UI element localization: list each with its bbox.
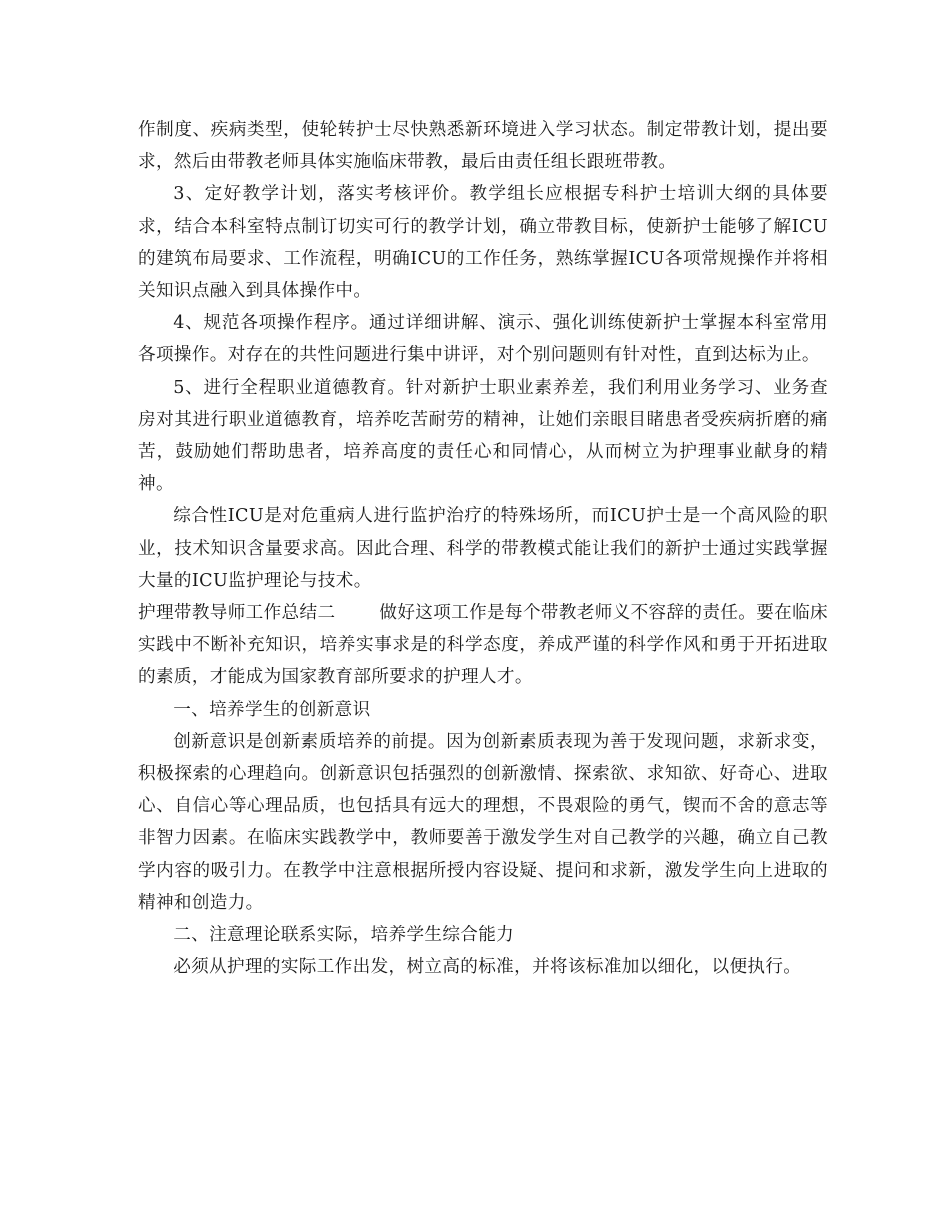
section-heading-theory-practice: 二、注意理论联系实际，培养学生综合能力 bbox=[173, 925, 515, 946]
paragraph-ethics-education: 5、进行全程职业道德教育。针对新护士职业素养差，我们利用业务学习、业务查房对其进行职业道德教育，培养吃苦耐劳的精神，让她们亲眼目睹患者受疾病折磨的痛苦，鼓励她们帮助患者，培养高度的责任心和同情心，从而树立为护理事业献身的精神。 bbox=[138, 377, 828, 495]
paragraph-innovation: 创新意识是创新素质培养的前提。因为创新素质表现为善于发现问题，求新求变，积极探索的心理趋向。创新意识包括强烈的创新激情、探索欲、求知欲、好奇心、进取心、自信心等心理品质，也包括具有远大的理想，不畏艰险的勇气，锲而不舍的意志等非智力因素。在临床实践教学中，教师要善于激发学生对自己教学的兴趣，确立自己教学内容的吸引力。在教学中注意根据所授内容设疑、提问和求新，激发学生向上进取的精神和创造力。 bbox=[138, 731, 828, 913]
summary-two-title: 护理带教导师工作总结二 bbox=[138, 603, 336, 624]
summary-two-body: 做好这项工作是每个带教老师义不容辞的责任。要在临床实践中不断补充知识，培养实事求是的科学态度，养成严谨的科学作风和勇于开拓进取的素质，才能成为国家教育部所要求的护理人才。 bbox=[138, 603, 828, 688]
paragraph-summary-two bbox=[138, 597, 828, 694]
paragraph-operation-procedures: 4、规范各项操作程序。通过详细讲解、演示、强化训练使新护士掌握本科室常用各项操作。对存在的共性问题进行集中讲评，对个别问题则有针对性，直到达标为止。 bbox=[138, 313, 828, 366]
section-heading-innovation: 一、培养学生的创新意识 bbox=[173, 699, 371, 720]
document-body bbox=[138, 114, 828, 983]
paragraph-icu-summary: 综合性ICU是对危重病人进行监护治疗的特殊场所，而ICU护士是一个高风险的职业，技术知识含量要求高。因此合理、科学的带教模式能让我们的新护士通过实践掌握大量的ICU监护理论与技术。 bbox=[138, 506, 828, 591]
paragraph-continuation: 作制度、疾病类型，使轮转护士尽快熟悉新环境进入学习状态。制定带教计划，提出要求，然后由带教老师具体实施临床带教，最后由责任组长跟班带教。 bbox=[138, 120, 828, 173]
paragraph-teaching-plan: 3、定好教学计划，落实考核评价。教学组长应根据专科护士培训大纲的具体要求，结合本科室特点制订切实可行的教学计划，确立带教目标，使新护士能够了解ICU的建筑布局要求、工作流程，明确ICU的工作任务，熟练掌握ICU各项常规操作并将相关知识点融入到具体操作中。 bbox=[138, 184, 828, 302]
paragraph-standards: 必须从护理的实际工作出发，树立高的标准，并将该标准加以细化，以便执行。 bbox=[173, 957, 802, 978]
